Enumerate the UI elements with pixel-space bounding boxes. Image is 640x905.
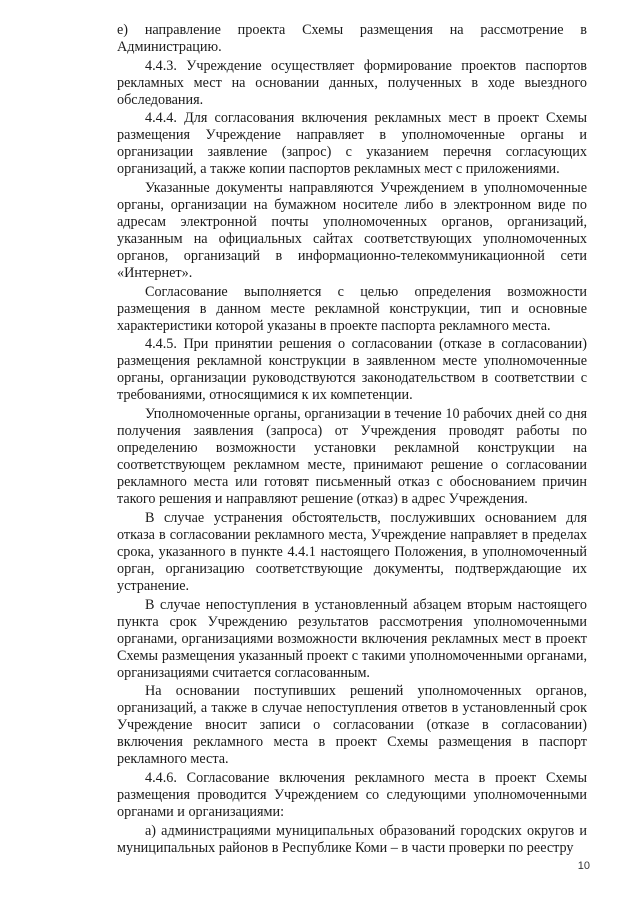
paragraph-4-4-3: 4.4.3. Учреждение осуществляет формирование проектов паспортов рекламных мест на основании данных, полученных в ходе выездного обследования.: [117, 57, 587, 108]
paragraph-4-4-6: 4.4.6. Согласование включения рекламного места в проект Схемы размещения проводится Учреждением со следующими уполномоченными органами и организациями:: [117, 770, 587, 821]
paragraph-approval-purpose: Согласование выполняется с целью определения возможности размещения в данном месте рекламной конструкции, тип и основные характеристики которой указаны в проекте паспорта рекламного места.: [117, 283, 587, 334]
paragraph-refusal-removal: В случае устранения обстоятельств, послуживших основанием для отказа в согласовании рекламного места, Учреждение направляет в пределах срока, указанного в пункте 4.4.1 настоящего Положения, в уполномоченный орган, организацию соответствующие документы, подтверждающие их устранение.: [117, 509, 587, 594]
paragraph-documents-sent: Указанные документы направляются Учреждением в уполномоченные органы, организации на бумажном носителе либо в электронном виде по адресам электронной почты уполномоченных органов, организаций, указанным на официальных сайтах соответствующих уполномоченных органов, организаций в информационно-телекоммуникационной сети «Интернет».: [117, 179, 587, 282]
paragraph-subitem-a: а) администрациями муниципальных образований городских округов и муниципальных районов в Республике Коми – в части проверки по реестру: [117, 822, 587, 856]
paragraph-review-period: Уполномоченные органы, организации в течение 10 рабочих дней со дня получения заявления (запроса) от Учреждения проводят работы по определению возможности установки рекламной конструкции на соответствующем рекламном месте, принимают решение о согласовании рекламного места или готовят письменный отказ с обоснованием причин такого решения и направляют решение (отказ) в адрес Учреждения.: [117, 406, 587, 508]
page-number: 10: [577, 860, 590, 872]
document-body: [117, 22, 587, 858]
paragraph-4-4-5: 4.4.5. При принятии решения о согласовании (отказе в согласовании) размещения рекламной конструкции в заявленном месте уполномоченные органы, организации руководствуются законодательством в соответствии с требованиями, относящимися к их компетенции.: [117, 336, 587, 404]
paragraph-4-4-4: 4.4.4. Для согласования включения рекламных мест в проект Схемы размещения Учреждение направляет в уполномоченные органы и организации заявление (запрос) с указанием перечня согласующих организаций, а также копии паспортов рекламных мест с приложениями.: [117, 110, 587, 178]
paragraph-subitem-e: е) направление проекта Схемы размещения на рассмотрение в Администрацию.: [117, 22, 587, 56]
paragraph-non-receipt: В случае непоступления в установленный абзацем вторым настоящего пункта срок Учреждению результатов рассмотрения уполномоченными органами, организациями возможности включения рекламных мест в проект Схемы размещения указанный проект с такими уполномоченными органами, организациями считается согласованным.: [117, 596, 587, 681]
paragraph-records-entry: На основании поступивших решений уполномоченных органов, организаций, а также в случае непоступления ответов в установленный срок Учреждение вносит записи о согласовании (отказе в согласовании) включения рекламного места в проект Схемы размещения в паспорт рекламного места.: [117, 683, 587, 768]
